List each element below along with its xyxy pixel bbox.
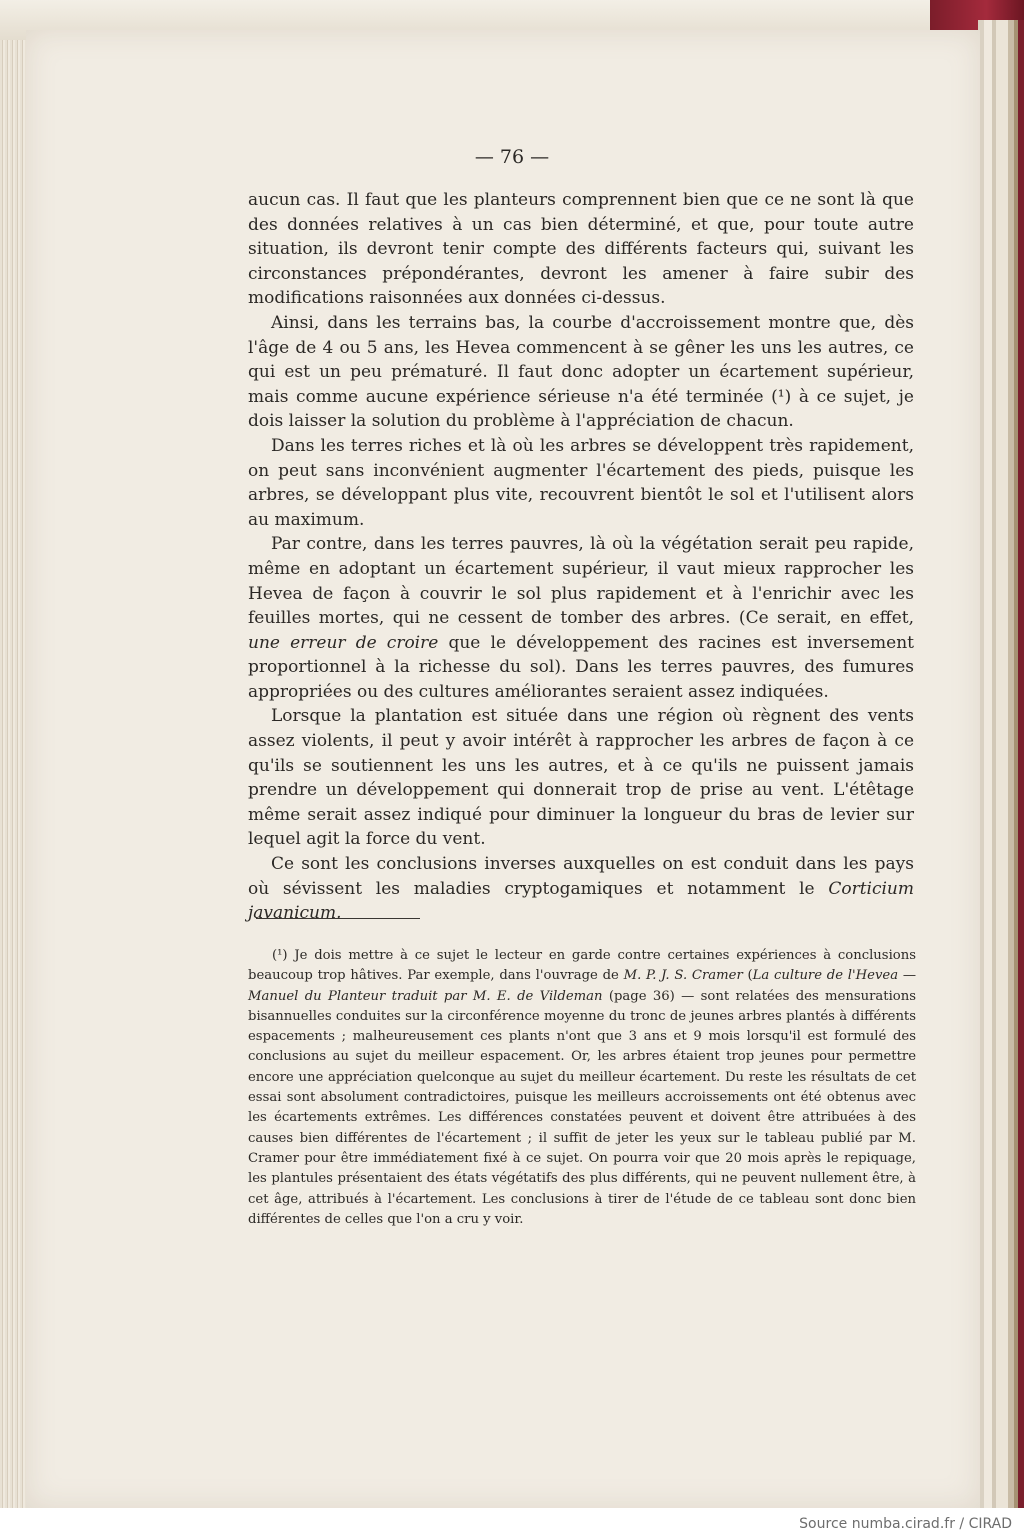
page-number: — 76 — [474, 146, 550, 168]
paragraph-4 [248, 532, 914, 704]
paragraph-4-italic: une erreur de croire [248, 632, 439, 653]
footnote-marker: (¹) [272, 948, 288, 963]
paragraph-2: Ainsi, dans les terrains bas, la courbe d'accroissement montre que, dès l'âge de 4 ou 5 ans, les Hevea commencent à se gêner les uns les autres, ce qui est un peu prématuré. Il faut donc adopter un écartement supérieur, mais comme aucune expérience sérieuse n'a été terminée (¹) à ce sujet, je dois laisser la solution du problème à l'appréciation de chacun. [248, 312, 914, 432]
footnote-book-title: La culture de l'Hevea — Manuel du Planteur traduit par M. E. de Vildeman [248, 968, 917, 1004]
footnote-text-2: ( [742, 968, 753, 984]
paragraph-4-start: Par contre, dans les terres pauvres, là où la végétation serait peu rapide, même en adoptant un écartement supérieur, il vaut mieux rapprocher les Hevea de façon à couvrir le sol plus rapidement et à l'enrichir avec les feuilles mortes, qui ne cessent de tomber des arbres. (Ce serait, en effet, [248, 534, 914, 629]
paragraph-6 [248, 852, 914, 926]
paragraph-6-italic: Corticium javanicum. [248, 878, 914, 924]
paragraph-4-end: que le développement des racines est inversement proportionnel à la richesse du sol). Dans les terres pauvres, des fumures appropriées ou des cultures améliorantes seraient assez indiquées. [248, 632, 914, 702]
page-stack-edge [0, 40, 28, 1508]
book-spine-edge [978, 20, 1024, 1508]
footnote-author: M. P. J. S. Cramer [623, 968, 743, 984]
paragraph-3: Dans les terres riches et là où les arbres se développent très rapidement, on peut sans inconvénient augmenter l'écartement des pieds, puisque les arbres, se développant plus vite, recouvrent bientôt le sol et l'utilisent alors au maximum. [248, 435, 914, 530]
footnote-text-3: (page 36) — sont relatées des mensurations bisannuelles conduites sur la circonférence moyenne du tronc de jeunes arbres plantés à différents espacements ; malheureusement ces plants n'ont que 3 ans et 9 mois lorsqu'il est formulé des conclusions au sujet du meilleur espacement. Or, les arbres étaient trop jeunes pour permettre encore une appréciation quelconque au sujet du meilleur écartement. Du reste les résultats de cet essai sont absolument contradictoires, puisque les meilleurs accroissements ont été obtenus avec les écartements extrêmes. Les différences constatées peuvent et doivent être attribuées à des causes bien différentes de l'écartement ; il suffit de jeter les yeux sur le tableau publié par M. Cramer pour être immédiatement fixé à ce sujet. On pourra voir que 20 mois après le repiquage, les plantules présentaient des états végétatifs des plus différents, qui ne peuvent nullement être, à cet âge, attribués à l'écartement. Les conclusions à tirer de l'étude de ce tableau sont donc bien différentes de celles que l'on a cru y voir. [248, 988, 917, 1227]
paragraph-1: aucun cas. Il faut que les planteurs comprennent bien que ce ne sont là que des données relatives à un cas bien déterminé, et que, pour toute autre situation, ils devront tenir compte des différents facteurs qui, suivant les circonstances prépondérantes, devront les amener à faire subir des modifications raisonnées aux données ci-dessus. [248, 190, 914, 309]
footnote-separator [256, 918, 420, 919]
paragraph-6-start: Ce sont les conclusions inverses auxquelles on est conduit dans les pays où sévissent les maladies cryptogamiques et notamment le [248, 854, 914, 899]
footnote [248, 946, 916, 1230]
footnote-text-1: Je dois mettre à ce sujet le lecteur en garde contre certaines expériences à conclusions beaucoup trop hâtives. Par exemple, dans l'ouvrage de [248, 948, 916, 984]
paragraph-5: Lorsque la plantation est située dans une région où règnent des vents assez violents, il peut y avoir intérêt à rapprocher les arbres de façon à ce qu'ils se soutiennent les uns les autres, et à ce qu'ils ne puissent jamais prendre un développement qui donnerait trop de prise au vent. L'étêtage même serait assez indiqué pour diminuer la longueur du bras de levier sur lequel agit la force du vent. [248, 706, 914, 850]
body-text [248, 188, 914, 926]
source-credit: Source numba.cirad.fr / CIRAD [799, 1516, 1012, 1532]
